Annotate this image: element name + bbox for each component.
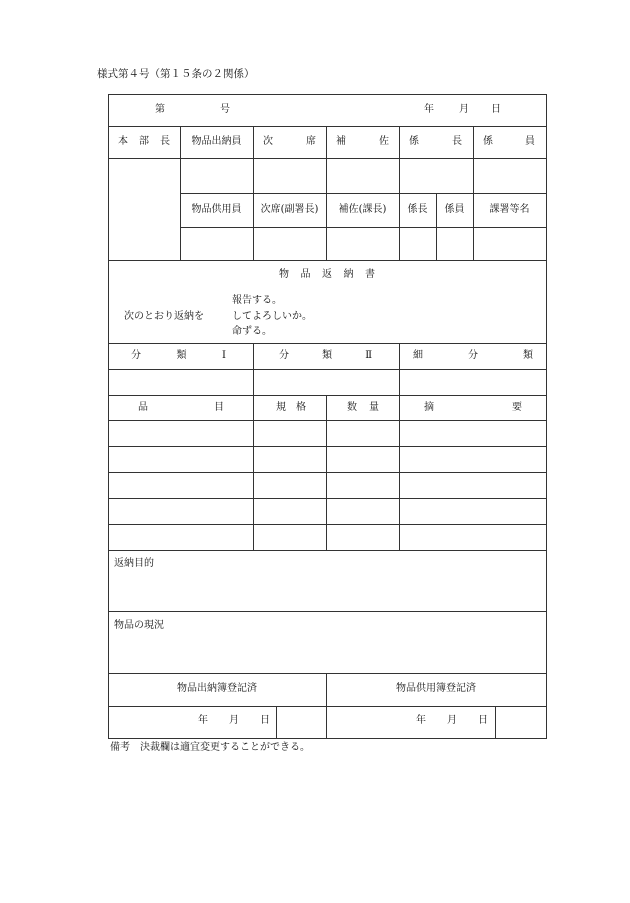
kakariin-header: 係 員: [483, 136, 535, 147]
kikaku-header: 規 格: [276, 402, 306, 413]
bunrui-2-header: 分 類 Ⅱ: [279, 350, 372, 361]
kyoyoin-header: 物品供用員: [191, 204, 242, 215]
hosa-kacho-header: 補佐(課長): [338, 204, 387, 215]
hosa-header: 補 佐: [336, 136, 389, 147]
ledger-right-year: 年: [416, 715, 426, 726]
option-report: 報告する。: [232, 295, 282, 306]
ledger-right-day: 日: [478, 715, 488, 726]
ledger-right-month: 月: [447, 715, 457, 726]
option-order: 命ずる。: [232, 326, 272, 337]
item-condition-label: 物品の現況: [114, 620, 164, 631]
bunrui-1-header: 分 類 Ⅰ: [131, 350, 226, 361]
jiseki-fukushocho-header: 次席(副署長): [260, 204, 319, 215]
kakariin-small-header: 係員: [444, 204, 465, 215]
hinmoku-header: 品 目: [138, 402, 224, 413]
jiseki-header: 次 席: [263, 136, 316, 147]
date-month-label: 月: [459, 104, 469, 115]
return-purpose-label: 返納目的: [114, 558, 154, 569]
footnote: 備考 決裁欄は適宜変更することができる。: [110, 742, 310, 753]
form-number-header: 様式第４号（第１５条の２関係）: [97, 68, 255, 80]
ledger-left-year: 年: [198, 715, 208, 726]
ledger-left-day: 日: [260, 715, 270, 726]
number-dai-label: 第: [155, 104, 165, 115]
honbucho-header: 本 部 長: [118, 136, 170, 147]
shutsunobo-registered-label: 物品出納簿登記済: [177, 683, 257, 694]
kakaricho-small-header: 係長: [407, 204, 428, 215]
shutsunoin-header: 物品出納員: [191, 136, 242, 147]
saibunrui-header: 細 分 類: [413, 350, 533, 361]
tekiyo-header: 摘 要: [424, 402, 522, 413]
document-title: 物 品 返 納 書: [279, 269, 375, 280]
kakaricho-header: 係 長: [409, 136, 462, 147]
ledger-left-month: 月: [229, 715, 239, 726]
date-year-label: 年: [424, 104, 434, 115]
document-lead-text: 次のとおり返納を: [124, 311, 204, 322]
date-day-label: 日: [491, 104, 501, 115]
kyoyobo-registered-label: 物品供用簿登記済: [396, 683, 476, 694]
suryo-header: 数 量: [347, 402, 379, 413]
number-go-label: 号: [220, 104, 230, 115]
option-approve: してよろしいか。: [232, 311, 312, 322]
kashoto-mei-header: 課署等名: [489, 204, 530, 215]
